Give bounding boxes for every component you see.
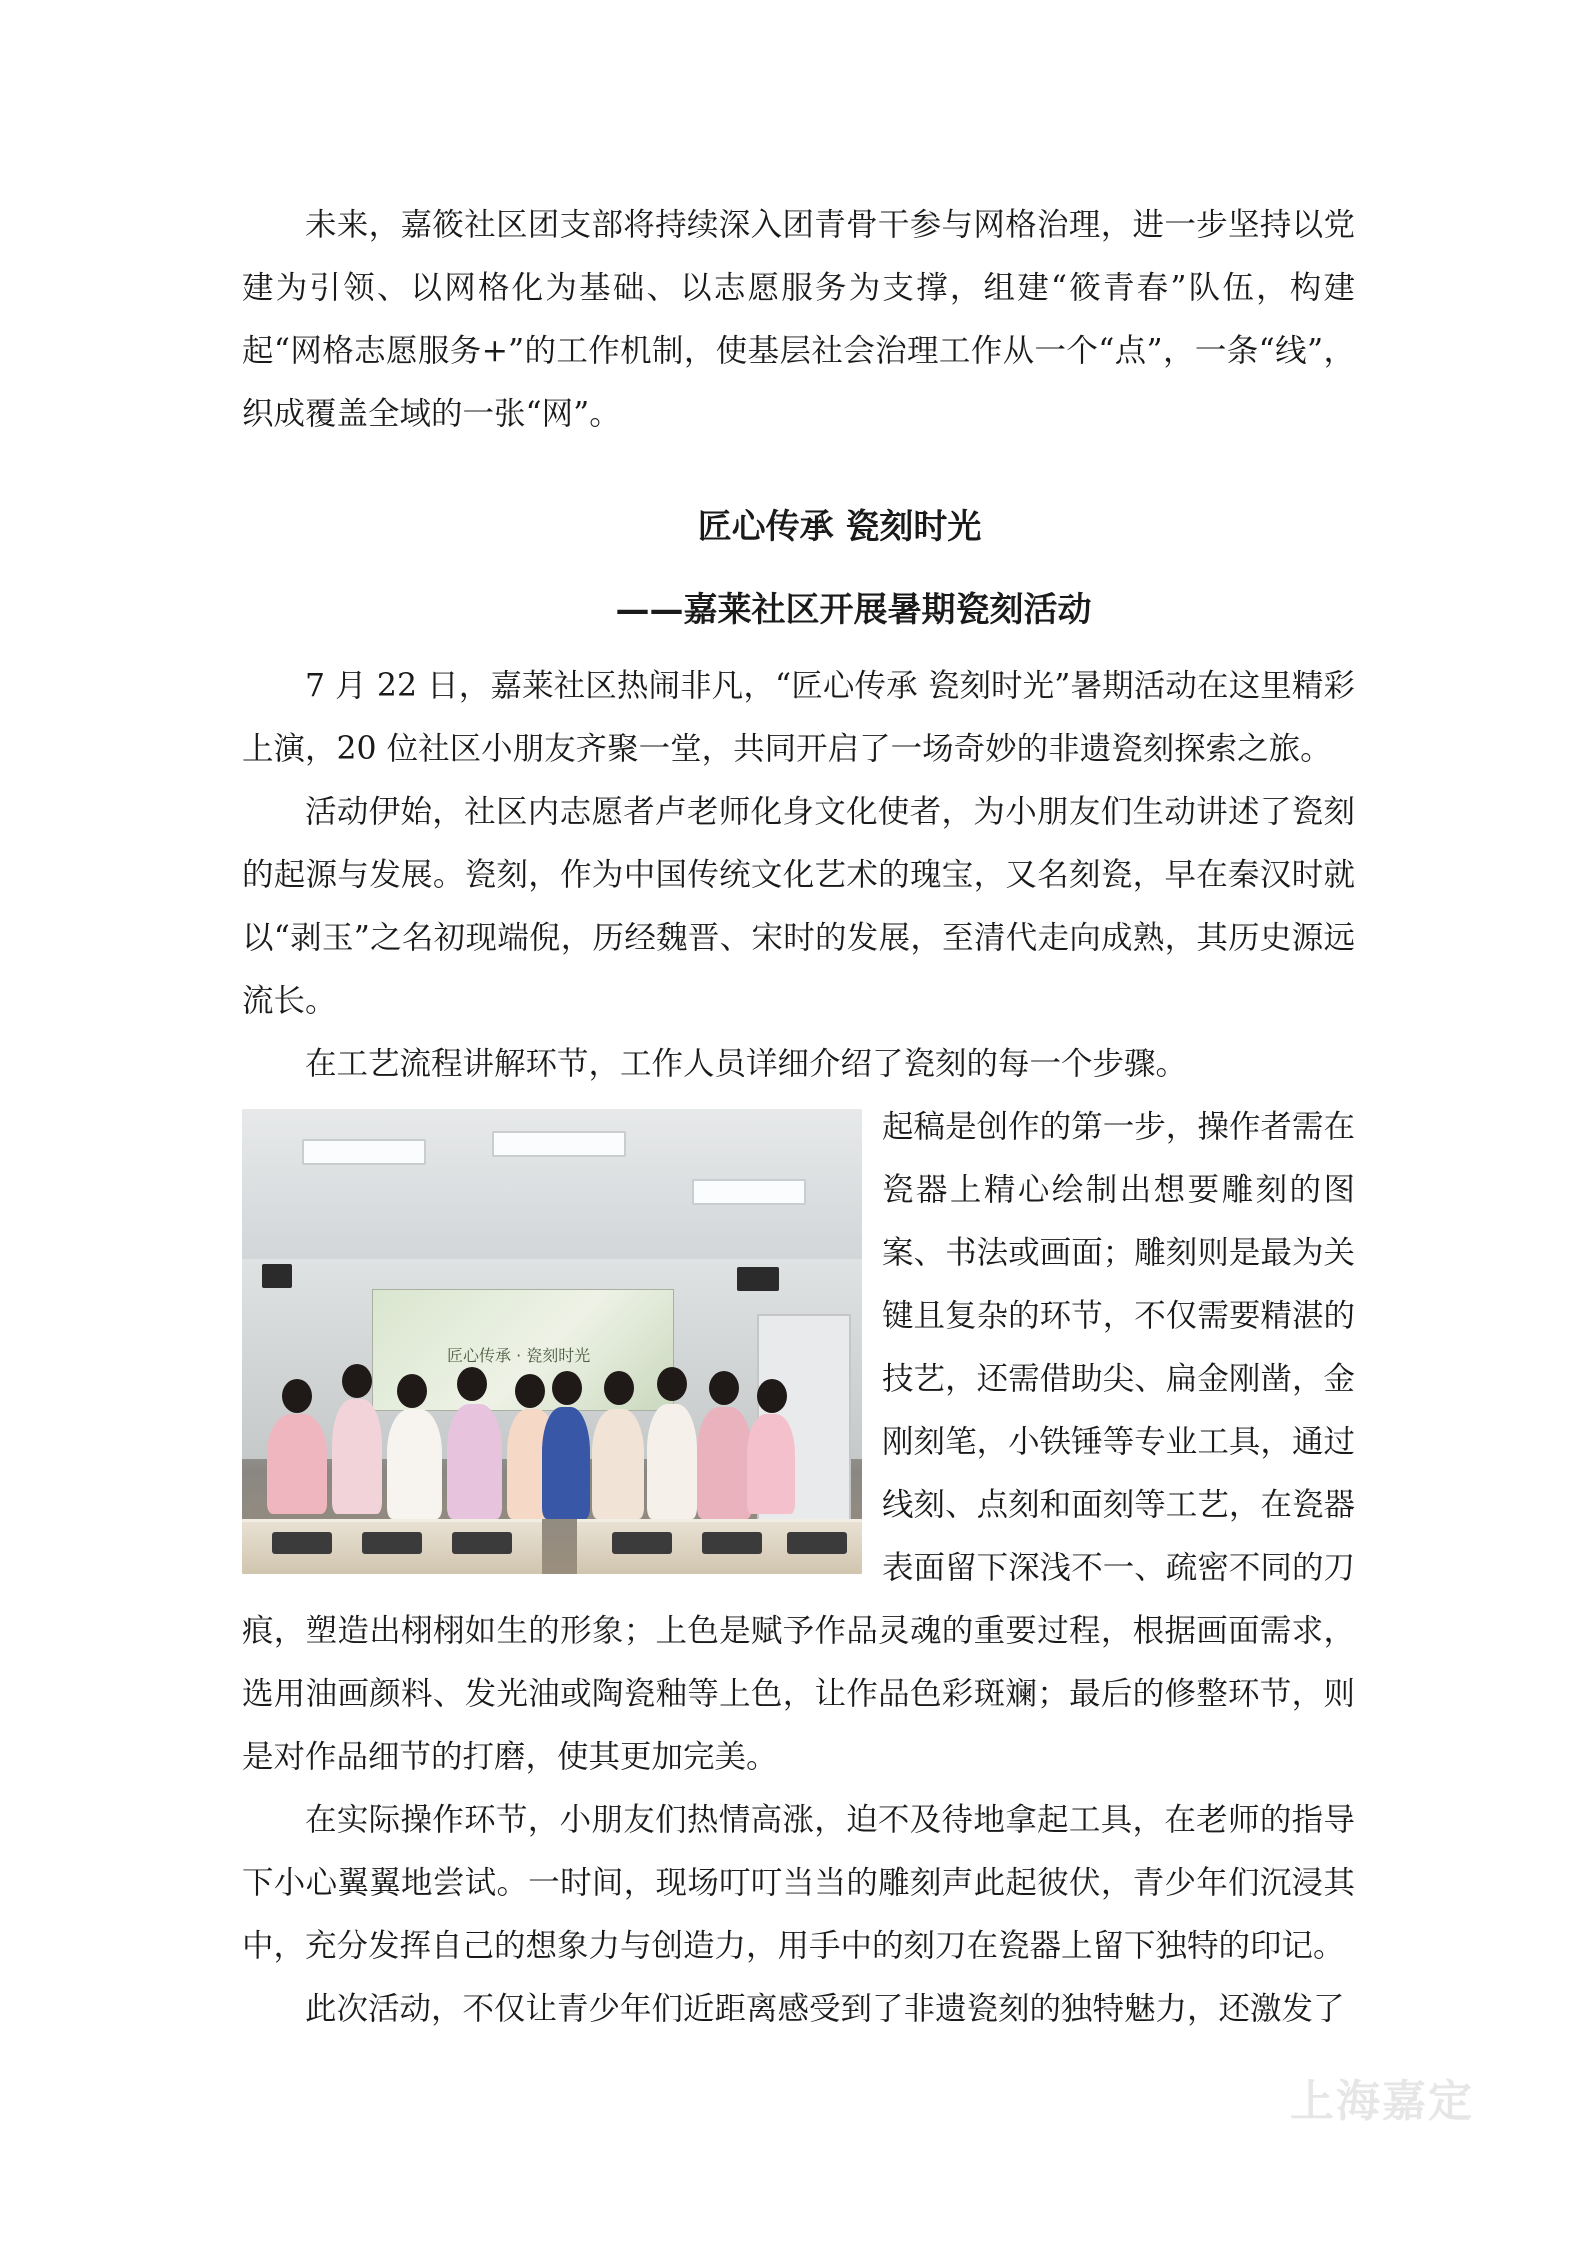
activity-photo (242, 1109, 862, 1574)
closing-paragraph: 未来，嘉筱社区团支部将持续深入团青骨干参与网格治理，进一步坚持以党建为引领、以网格化为基础、以志愿服务为支撑，组建“筱青春”队伍，构建起“网格志愿服务+”的工作机制，使基层社会治理工作从一个“点”，一条“线”，织成覆盖全域的一张“网”。 (242, 207, 1355, 432)
child-head (604, 1371, 634, 1405)
child-figure (447, 1404, 502, 1519)
child-figure (647, 1404, 697, 1519)
child-figure (747, 1414, 795, 1514)
child-head (342, 1364, 372, 1398)
work-mat (612, 1532, 672, 1554)
child-head (552, 1371, 582, 1405)
work-mat (272, 1532, 332, 1554)
ceiling-light (492, 1131, 626, 1157)
child-head (397, 1374, 427, 1408)
child-head (757, 1379, 787, 1413)
work-mat (362, 1532, 422, 1554)
child-figure (592, 1409, 644, 1519)
paragraph-intro: 7 月 22 日，嘉莱社区热闹非凡，“匠心传承 瓷刻时光”暑期活动在这里精彩上演，20 位社区小朋友齐聚一堂，共同开启了一场奇妙的非遗瓷刻探索之旅。 (242, 668, 1355, 767)
child-head (657, 1367, 687, 1401)
watermark-logo: 上海嘉定 (1290, 2076, 1474, 2127)
child-head (282, 1379, 312, 1413)
work-mat (452, 1532, 512, 1554)
work-mat (702, 1532, 762, 1554)
child-figure (542, 1407, 590, 1519)
child-figure (387, 1409, 442, 1519)
article-subtitle: ——嘉莱社区开展暑期瓷刻活动 (615, 590, 1092, 630)
ceiling-light (302, 1139, 426, 1165)
speaker (737, 1267, 779, 1291)
child-figure (267, 1414, 327, 1514)
child-head (709, 1371, 739, 1405)
work-mat (787, 1532, 847, 1554)
child-head (515, 1374, 545, 1408)
screen-caption: 匠心传承 · 瓷刻时光 (447, 1346, 591, 1365)
paragraph-history: 活动伊始，社区内志愿者卢老师化身文化使者，为小朋友们生动讲述了瓷刻的起源与发展。瓷刻，作为中国传统文化艺术的瑰宝，又名刻瓷，早在秦汉时就以“剥玉”之名初现端倪，历经魏晋、宋时的发展，至清代走向成熟，其历史源远流长。 (242, 794, 1355, 1019)
article-body (242, 655, 1355, 2041)
paragraph-process-lead: 在工艺流程讲解环节，工作人员详细介绍了瓷刻的每一个步骤。 (305, 1046, 1188, 1082)
ceiling-light (692, 1179, 806, 1205)
article-title: 匠心传承 瓷刻时光 (697, 507, 982, 547)
child-figure (697, 1407, 752, 1519)
child-head (457, 1367, 487, 1401)
paragraph-practice: 在实际操作环节，小朋友们热情高涨，迫不及待地拿起工具，在老师的指导下小心翼翼地尝试。一时间，现场叮叮当当的雕刻声此起彼伏，青少年们沉浸其中，充分发挥自己的想象力与创造力，用手中的刻刀在瓷器上留下独特的印记。 (242, 1802, 1355, 1964)
paragraph-process-body: 起稿是创作的第一步，操作者需在瓷器上精心绘制出想要雕刻的图案、书法或画面；雕刻则是最为关键且复杂的环节，不仅需要精湛的技艺，还需借助尖、扁金刚凿，金刚刻笔，小铁锤等专业工具，通过线刻、点刻和面刻等工艺，在瓷器表面留下深浅不一、疏密不同的刀痕，塑造出栩栩如生的形象；上色是赋予作品灵魂的重要过程，根据画面需求，选用油画颜料、发光油或陶瓷釉等上色，让作品色彩斑斓；最后的修整环节，则是对作品细节的打磨，使其更加完美。 (242, 1109, 1355, 1775)
section-1-text (242, 194, 1355, 446)
speaker (262, 1264, 292, 1288)
paragraph-conclusion: 此次活动，不仅让青少年们近距离感受到了非遗瓷刻的独特魅力，还激发了 (305, 1991, 1345, 2027)
child-figure (332, 1399, 382, 1514)
